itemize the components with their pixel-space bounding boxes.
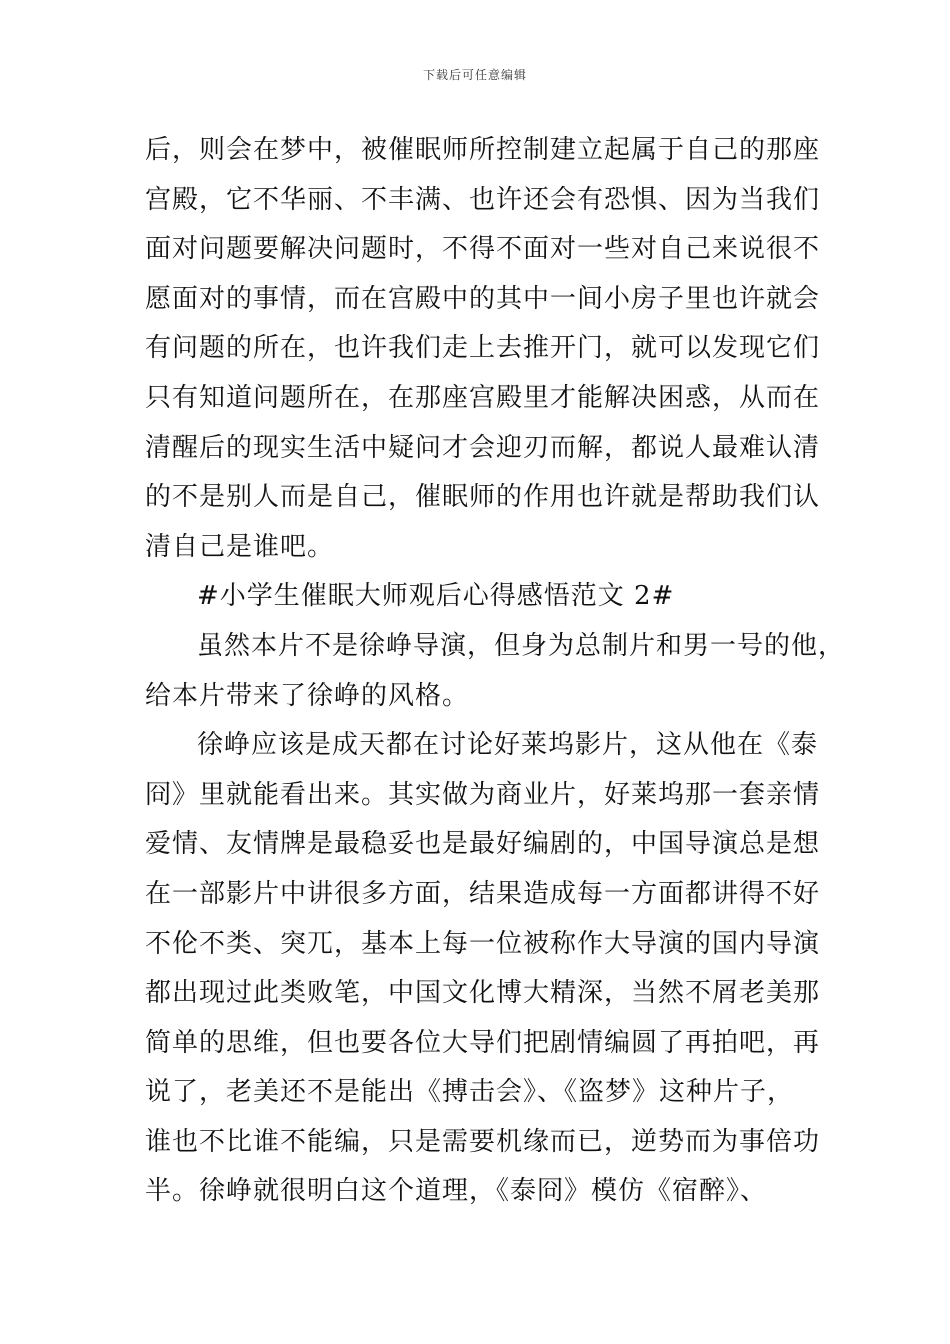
document-body [145,126,845,1217]
text-line: 都出现过此类败笔，中国文化博大精深，当然不屑老美那 [145,978,821,1009]
text-line: 徐峥应该是成天都在讨论好莱坞影片，这从他在《泰 [197,730,819,761]
text-line: 说了，老美还不是能出《搏击会》、《盗梦》这种片子， [145,1077,795,1108]
text-line: 清醒后的现实生活中疑问才会迎刃而解，都说人最难认清 [145,432,821,463]
text-line: 的不是别人而是自己，催眠师的作用也许就是帮助我们认 [145,482,821,513]
text-line: 只有知道问题所在，在那座宫殿里才能解决困惑，从而在 [145,382,821,413]
text-line: 在一部影片中讲很多方面，结果造成每一方面都讲得不好 [145,878,821,909]
text-line: 简单的思维，但也要各位大导们把剧情编圆了再拍吧，再 [145,1027,821,1058]
text-line: 有问题的所在，也许我们走上去推开门，就可以发现它们 [145,333,821,364]
text-line: 给本片带来了徐峥的风格。 [145,680,470,711]
text-line: 半。徐峥就很明白这个道理，《泰冏》模仿《宿醉》、 [145,1176,768,1207]
section-heading: #小学生催眠大师观后心得感悟范文 2# [197,581,675,612]
text-line: 后，则会在梦中，被催眠师所控制建立起属于自己的那座 [145,135,821,165]
text-line: 清自己是谁吧。 [145,531,335,562]
text-line: 面对问题要解决问题时，不得不面对一些对自己来说很不 [145,234,821,265]
text-line: 冏》里就能看出来。其实做为商业片，好莱坞那一套亲情 [145,779,821,810]
text-line: 爱情、友情牌是最稳妥也是最好编剧的，中国导演总是想 [145,829,821,860]
text-line: 愿面对的事情，而在宫殿中的其中一间小房子里也许就会 [145,283,821,314]
text-line: 虽然本片不是徐峥导演，但身为总制片和男一号的他， [197,630,846,661]
text-line: 谁也不比谁不能编，只是需要机缘而已，逆势而为事倍功 [145,1126,821,1157]
text-line: 不伦不类、突兀，基本上每一位被称作大导演的国内导演 [145,928,821,959]
page-header: 下载后可任意编辑 [422,68,527,82]
text-line: 宫殿，它不华丽、不丰满、也许还会有恐惧、因为当我们 [145,184,821,215]
